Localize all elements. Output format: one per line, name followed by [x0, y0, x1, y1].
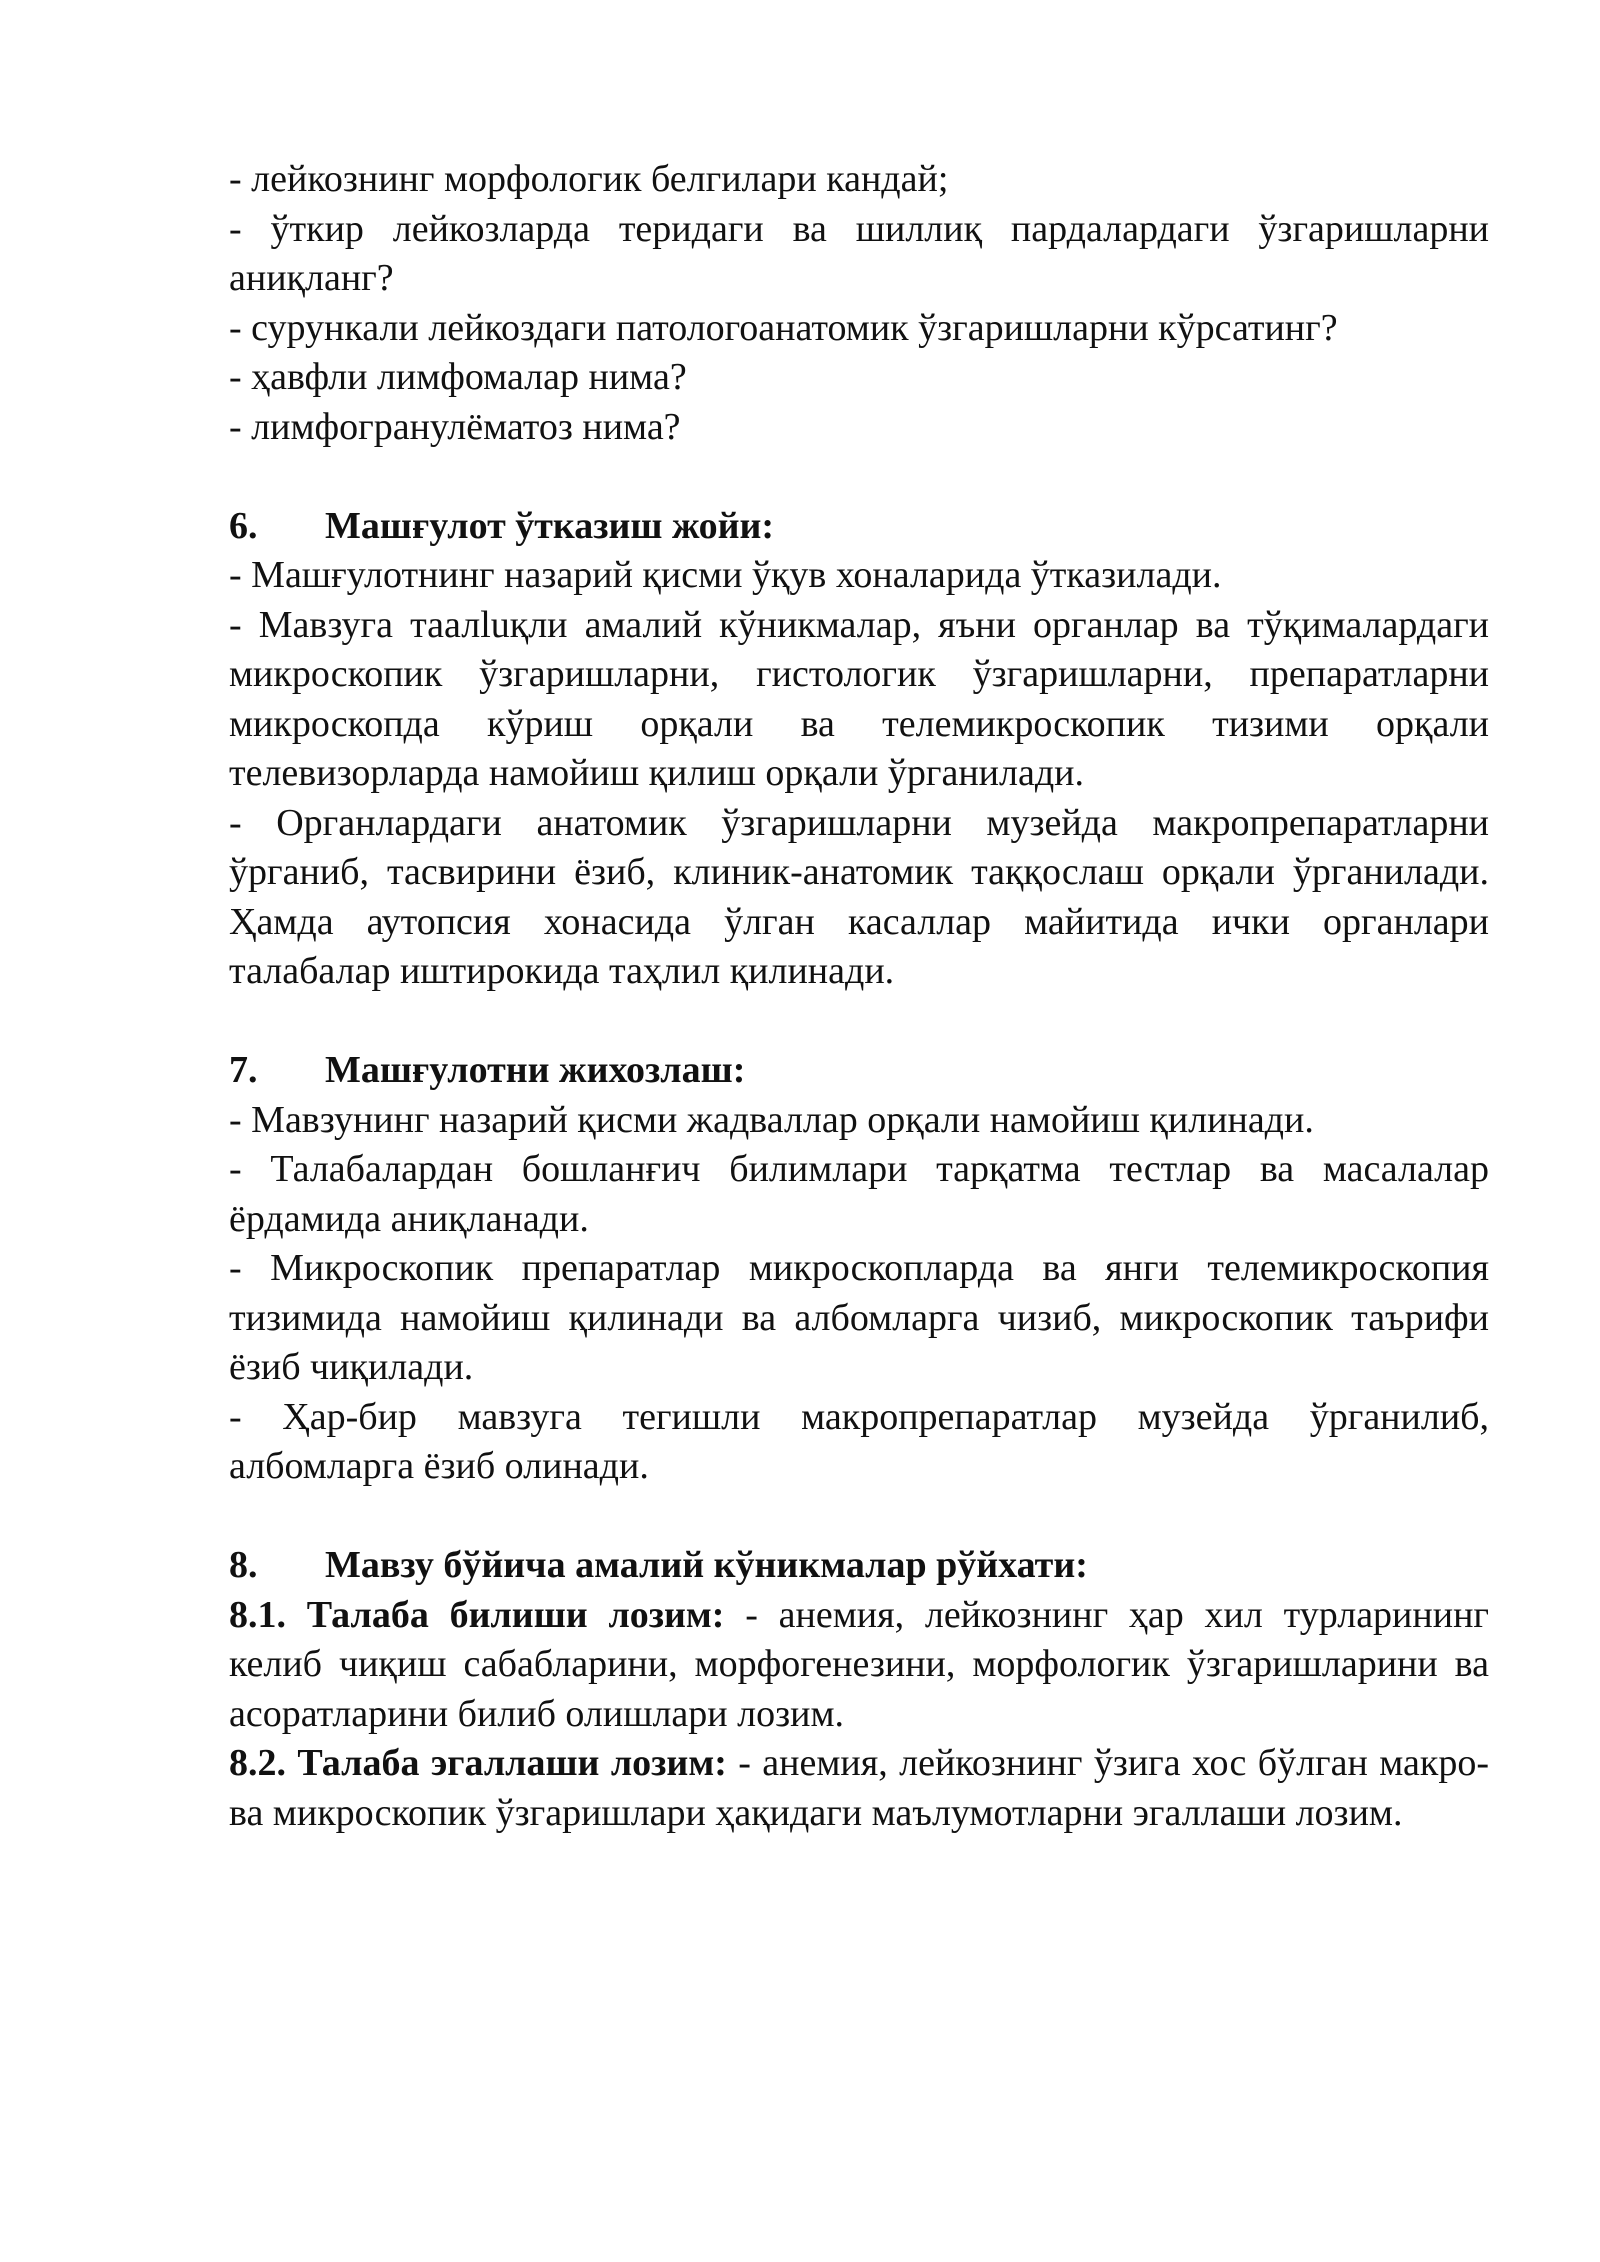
section-7-heading — [229, 1046, 1489, 1096]
document-page — [229, 155, 1489, 1838]
question-item: - ҳавфли лимфомалар нима? — [229, 356, 687, 398]
question-item: - лейкознинг морфологик белгилари кандай; — [229, 158, 949, 200]
subsection-text: - анемия, лейкознинг ҳар хил турларининг келиб чиқиш сабабларини, морфогенезини, морфологик ўзгаришларини ва асоратларини билиб олишлари лозим. — [229, 1593, 1489, 1735]
section-8-1-paragraph — [229, 1591, 1489, 1740]
question-item: - лимфогранулёматоз нима? — [229, 405, 681, 448]
section-number: 6. — [229, 504, 258, 547]
section-number: 8. — [229, 1544, 258, 1586]
question-item: - сурункали лейкоздаги патологоанатомик ўзгаришларни кўрсатинг? — [229, 306, 1338, 349]
section-7-paragraph: - Ҳар-бир мавзуга тегишли макропрепаратлар музейда ўрганилиб, албомларга ёзиб олинади. — [229, 1395, 1489, 1487]
section-8-heading — [229, 1541, 1489, 1591]
section-6-heading — [229, 502, 1489, 552]
section-title: Мавзу бўйича амалий кўникмалар рўйхати: — [325, 1544, 1088, 1586]
section-6-paragraph: - Органлардаги анатомик ўзгаришларни музейда макропрепаратларни ўрганиб, тасвирини ёзиб, клиник-анатомик таққослаш орқали ўрганилади. Ҳамда аутопсия хонасида ўлган касаллар майитида ички органлари талабалар иштирокида таҳлил қилинади. — [229, 801, 1489, 992]
subsection-label: 8.1. Талаба билиши лозим: — [229, 1593, 725, 1636]
spacer — [229, 997, 1489, 1047]
section-title: Машғулот ўтказиш жойи: — [325, 504, 775, 547]
section-7-paragraph: - Микроскопик препаратлар микроскопларда ва янги телемикроскопия тизимида намойиш қилинади ва албомларга чизиб, микроскопик таърифи ёзиб чиқилади. — [229, 1247, 1489, 1388]
question-item: - ўткир лейкозларда теридаги ва шиллиқ пардалардаги ўзгаришларни аниқланг? — [229, 207, 1489, 299]
section-7-paragraph: - Талабалардан бошланғич билимлари тарқатма тестлар ва масалалар ёрдамида аниқланади. — [229, 1148, 1489, 1240]
section-6-paragraph: - Мавзуга таалluқли амалий кўникмалар, яъни органлар ва тўқималардаги микроскопик ўзгаришларни, гистологик ўзгаришларни, препаратларни микроскопда кўриш орқали ва телемикроскопик тизими орқали телевизорларда намойиш қилиш орқали ўрганилади. — [229, 603, 1489, 794]
spacer — [229, 452, 1489, 502]
section-8-2-paragraph — [229, 1739, 1489, 1838]
section-7-paragraph: - Мавзунинг назарий қисми жадваллар орқали намойиш қилинади. — [229, 1098, 1314, 1141]
subsection-text: - анемия, лейкознинг ўзига хос бўлган макро- ва микроскопик ўзгаришлари ҳақидаги маълумотларни эгаллаши лозим. — [229, 1742, 1490, 1834]
section-number: 7. — [229, 1049, 258, 1091]
section-title: Машғулотни жихозлаш: — [325, 1049, 746, 1091]
spacer — [229, 1492, 1489, 1542]
subsection-label: 8.2. Талаба эгаллаши лозим: — [229, 1742, 727, 1784]
section-6-paragraph: - Машғулотнинг назарий қисми ўқув хоналарида ўтказилади. — [229, 554, 1222, 596]
